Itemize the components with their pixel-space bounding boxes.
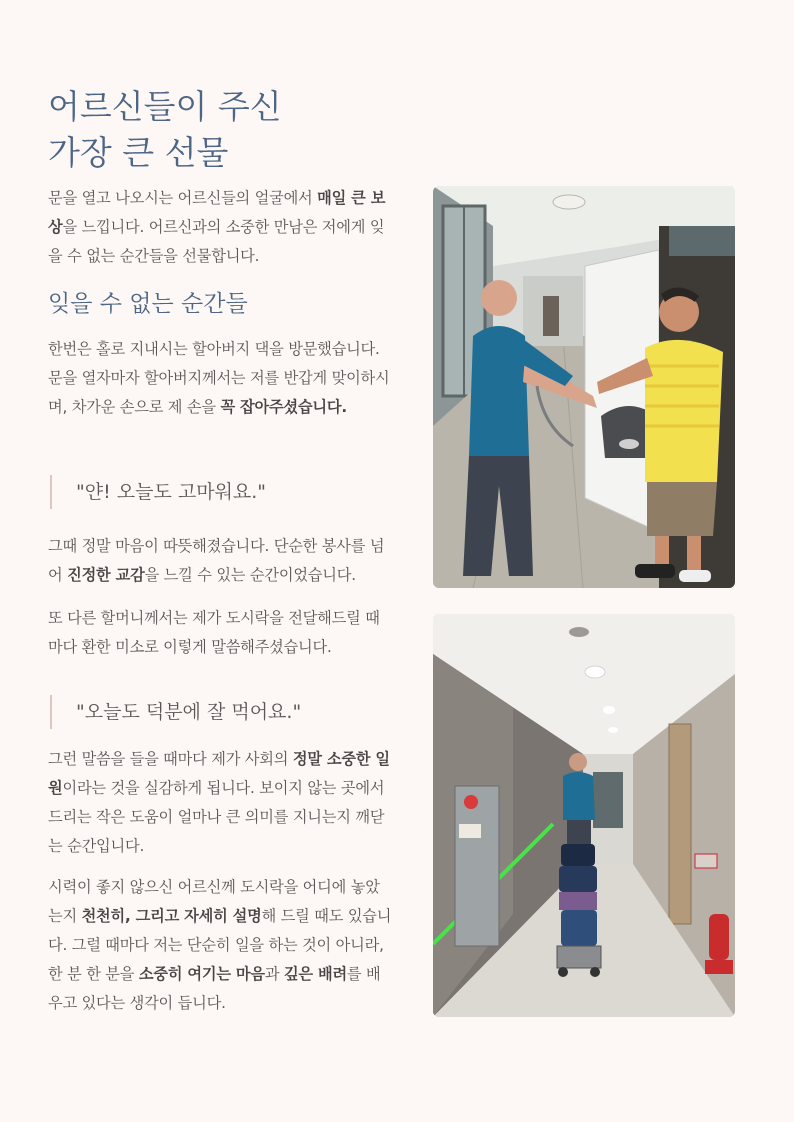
para1-text: 한번은 홀로 지내시는 할아버지 댁을 방문했습니다. 문을 열자마자 할아버지께서는 저를 반갑게 맞이하시며, 차가운 손으로 제 손을 — [48, 340, 390, 416]
para3-text: 또 다른 할머니께서는 제가 도시락을 전달해드릴 때마다 환한 미소로 이렇게 말씀해주셨습니다. — [48, 609, 380, 656]
title-line-1: 어르신들이 주신 — [48, 87, 282, 126]
para2-text-end: 을 느낄 수 있는 순간이었습니다. — [144, 566, 356, 584]
para2-text: 그때 정말 마음이 따뜻해졌습니다. 단순한 봉사를 넘어 — [48, 537, 385, 584]
intro-text-end: 을 느낍니다. 어르신과의 소중한 만남은 저에게 잊을 수 없는 순간들을 선물합니다. — [48, 218, 385, 265]
title-line-2: 가장 큰 선물 — [48, 133, 229, 172]
para4-emphasis: 정말 소중한 일원 — [48, 750, 390, 797]
para1-emphasis: 꼭 잡아주셨습니다. — [220, 398, 347, 416]
intro-emphasis: 매일 큰 보상 — [48, 189, 386, 236]
para5-text-end: 를 배우고 있다는 생각이 듭니다. — [48, 965, 381, 1012]
intro-paragraph — [48, 184, 394, 271]
page-title — [48, 84, 408, 176]
para5-text: 시력이 좋지 않으신 어르신께 도시락을 어디에 놓았는지 — [48, 878, 380, 925]
para5-text-mid-1: 해 드릴 때도 있습니다. 그럴 때마다 저는 단순히 일을 하는 것이 아니라, 한 분 한 분을 — [48, 907, 392, 983]
section-title: 잊을 수 없는 순간들 — [48, 291, 248, 317]
story-paragraph-5 — [48, 873, 394, 1018]
quote-1: "얀! 오늘도 고마워요." — [50, 475, 390, 509]
quote-2: "오늘도 덕분에 잘 먹어요." — [50, 695, 390, 729]
story-paragraph-4 — [48, 745, 394, 861]
para5-emphasis-3: 깊은 배려 — [283, 965, 347, 983]
para4-text-end: 이라는 것을 실감하게 됩니다. 보이지 않는 곳에서 드리는 작은 도움이 얼마나 큰 의미를 지니는지 깨닫는 순간입니다. — [48, 779, 385, 855]
story-paragraph-2 — [48, 532, 394, 590]
photo-hallway-cart — [433, 614, 735, 1017]
para4-text: 그런 말씀을 들을 때마다 제가 사회의 — [48, 750, 293, 768]
photo-doorway-delivery — [433, 186, 735, 588]
para5-emphasis-1: 천천히, 그리고 자세히 설명 — [81, 907, 262, 925]
section-heading — [48, 289, 394, 319]
para5-emphasis-2: 소중히 여기는 마음 — [138, 965, 265, 983]
para5-text-mid-2: 과 — [264, 965, 284, 983]
story-paragraph-3 — [48, 604, 394, 662]
intro-text: 문을 열고 나오시는 어르신들의 얼굴에서 — [48, 189, 318, 207]
story-paragraph-1 — [48, 335, 394, 422]
para2-emphasis: 진정한 교감 — [67, 566, 145, 584]
